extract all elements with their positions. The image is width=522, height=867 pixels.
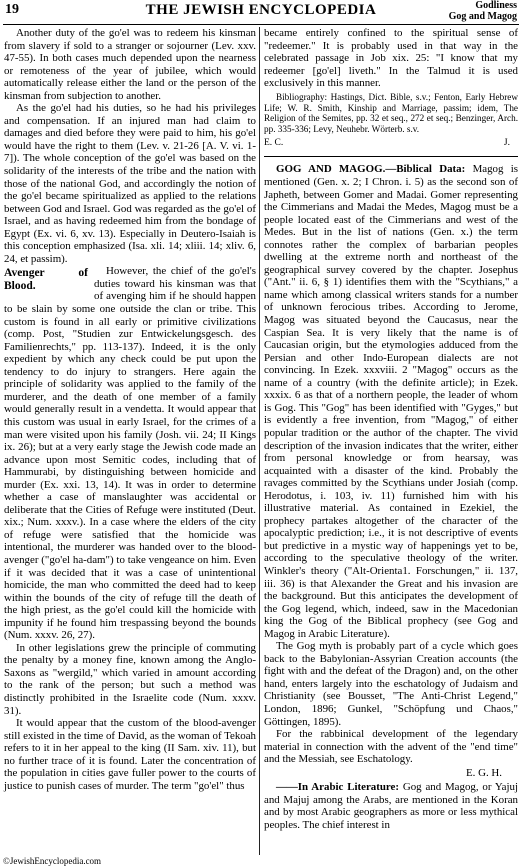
paragraph-david-era: It would appear that the custom of the blood-avenger still existed in the time of David, as the woman of Tekoah refers to it in her appeal to the king (II Sam. xiv. 11), but no further trace of it is found. Later the concentration of the population in cities gave fuller power to the courts of justice to punish cases of murder. The term "go'el" thus (4, 717, 256, 792)
signature-left: E. C. (264, 137, 284, 148)
side-heading-avenger-of-blood: Avenger of Blood. (4, 267, 88, 293)
running-head (449, 1, 517, 22)
paragraph-other-legislations: In other legislations grew the principle of commuting the penalty by a money fine, known among the Anglo-Saxons as "wergild," which varied in amount according to the rank of the person; but such a method was distinctly prohibited in the Israelite code (Num. xxxv. 31). (4, 641, 256, 717)
signature-row (264, 135, 518, 152)
paragraph-arabic (264, 781, 518, 831)
page-header (3, 2, 519, 24)
signature-right: J. (503, 137, 510, 148)
paragraph-rabbinical: For the rabbinical development of the legendary material in connection with the advent of the "end time" and the Messiah, see Eschatology. (264, 728, 518, 766)
page-number: 19 (5, 2, 19, 17)
running-head-line-1: Godliness (475, 0, 517, 11)
article-title: GOG AND MAGOG. (276, 163, 386, 176)
article-subtitle: —Biblical Data: (385, 163, 466, 176)
paragraph-biblical-data: Magog is mentioned (Gen. x. 2; I Chron. i. 5) as the second son of Japheth, between Gomer and Madai. Gomer representing the Cimmerians and Madai the Medes, Magog must be a people located east of the Cimmerians and west of the Medes. But in the list of nations (Gen. x.) the term connotes rather the complex of barbarian peoples dwelling at the extreme north and northeast of the geographical survey covered by the chapter. Josephus ("Ant." ii. 6, § 1) identifies them with the "Scythians," a name which among classical writers stands for a number of unknown ferocious tribes. According to Jerome, Magog was situated beyond the Caucasus, near the Caspian Sea. It is very likely that the name is of Caucasian origin, but the etymologies adduced from the Persian and other Indo-European dialects are not convincing. In Ezek. xxxviii. 2 "Magog" occurs as the name of a country (with the definite article); in Ezek. xxxix. 6 as that of a northern people, the leader of whom is Gog. This "Gog" has been identified with "Gyges," but is evidently a free invention, from "Magog," of either popular tradition or the author of the chapter. The vivid description of the invasion indicates that the writer, either from personal knowledge or from hearsay, was acquainted with a disaster of the kind. Probably the ravages committed by the Scythians under Josiah (comp. Herodotus, i. 103, iv. 11) furnished him with his illustrative material. As contained in Ezekiel, the prophecy partakes altogether of the character of the apocalyptic prediction; i.e., it is not descriptive of events but predictive in a mystic way of happenings yet to be, according to the speculative theology of the writer. Winkler's theory ("Alt-Orienta1. Forschungen," ii. 137, iii. 36) is that Alexander the Great and his invasion are the background. But this anticipates the development of the Gog legend, which, indeed, saw in the Macedonian king the Gog of the Biblical prophecy (see Gog and Magog in Arabic Literature). (264, 163, 519, 640)
left-column (4, 27, 256, 792)
column-divider (259, 27, 260, 855)
arabic-literature-heading: ——In Arabic Literature: (276, 781, 400, 794)
paragraph-arabic-text: Gog and Magog, or Yajuj and Majuj among the Arabs, are mentioned in the Koran and by most Arabic geographers as more or less mythical peoples. The chief interest in (264, 781, 519, 831)
header-rule (3, 24, 519, 25)
paragraph-avenger: However, the chief of the go'el's duties toward his kinsman was that of avenging him if he should happen to be slain by some one outside the clan or tribe. This custom is found in all early or primitive civilizations (comp. Post, "Studien zur Entwickelungsgesch. des Familienrechts," pp. 113-137). Indeed, it is the only expedient by which any check could be put upon the tendency to do injury to strangers. Here again the principle of solidarity was applied to the family of the murderer, and the death of one member of a family would generally result in a vendetta. It would appear that this custom was usual in early Israel, for the crimes of a man were visited upon his family (Josh. vii. 24; II Kings ix. 26); but at a very early stage the Jewish code made an advance upon most Semitic codes, including that of Hammurabi, by distinguishing between homicide and murder (Ex. xxi. 13, 14). It was in order to determine whether a case of manslaughter was accidental or deliberate that the Cities of Refuge were instituted (Deut. xix.; Num. xxxv.). In a case where the elders of the city of refuge were satisfied that the homicide was intentional, the murderer was handed over to the blood-avenger ("go'el ha-dam") to take vengeance on him. Even if it was decided that it was a case of unintentional homicide, the man who committed the deed had to keep within the bounds of the city of refuge till the death of the high priest, as the go'el could kill the homicide with impunity if he found him trespassing beyond the bounds (Num. xxxv. 26, 27). (4, 265, 256, 642)
running-head-line-2: Gog and Magog (448, 10, 517, 22)
signature-egh: E. G. H. (466, 766, 502, 779)
paragraph-privileges: As the go'el had his duties, so he had his privileges and compensation. If an injured man had claim to damages and died before they were paid to him, his go'el would have the right to them (Lev. v. 21-26 [A. V. vi. 1-7]). The whole conception of the go'el was based on the solidarity of the interests of the tribe and the nation with those of the national God, and accordingly the notion of the go'el became spiritualized as applied to the relations between God and Israel. God was regarded as the go'el of Israel, and as having redeemed him from the bondage of Egypt (Ex. vi. 6, xv. 13). Especially in Deutero-Isaiah is this conception emphasized (Isa. xli. 14; xliii. 14; xliv. 6, 24, et passim). (4, 102, 256, 265)
bibliography: Bibliography: Hastings, Dict. Bible, s.v.; Fenton, Early Hebrew Life; W. R. Smith, Kinship and Marriage, passim; idem, The Religion of the Semites, pp. 32 et seq., 272 et seq.; Benzinger, Arch. pp. 335-336; Levy, Neuhebr. Wörterb. s.v. (264, 91, 518, 135)
right-column (264, 27, 518, 831)
paragraph-redeem-slavery: Another duty of the go'el was to redeem his kinsman from slavery if sold to a stranger or sojourner (Lev. xxv. 47-55). In both cases much depended upon the nearness or remoteness of the year of jubilee, which would automatically release either the land or the person of the kinsman from subjection to another. (4, 27, 256, 102)
publication-title: THE JEWISH ENCYCLOPEDIA (145, 2, 377, 18)
article-gog-and-magog (264, 163, 518, 640)
article-separator (264, 156, 518, 157)
paragraph-gog-myth: The Gog myth is probably part of a cycle which goes back to the Babylonian-Assyrian Creation accounts (the fight with and the defeat of the Dragon) and, on the other hand, enters largely into the eschatology of Judaism and Christianity (see Bousset, "The Anti-Christ Legend," London, 1896; Gunkel, "Schöpfung und Chaos," Göttingen, 1895). (264, 640, 518, 728)
copyright-footer: ©JewishEncyclopedia.com (3, 856, 102, 866)
paragraph-redeemer: became entirely confined to the spiritual sense of "redeemer." It is probably used in that way in the celebrated passage in Job xix. 25: "I know that my redeemer [go'el] liveth." In the Talmud it is used exclusively in this manner. (264, 27, 518, 90)
